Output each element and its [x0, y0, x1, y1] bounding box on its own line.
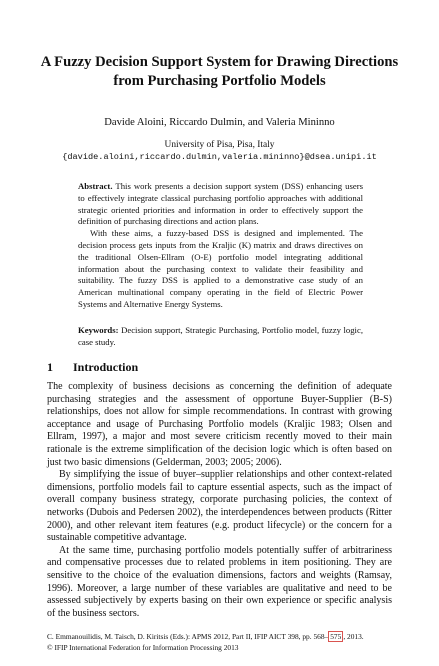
body-paragraph-3: At the same time, purchasing portfolio models potentially suffer of arbitrariness and compensative processes due to related problems in item positioning. They are sensitive to the choice of the evaluation dimensions, factors and weights (Ramsay, 1996). Moreover, a large number of these variables are qualitative and need to be assessed subjectively by experts basing on their own experience or specific analysis of the business sectors. [47, 544, 392, 619]
section-title: Introduction [73, 360, 139, 374]
section-heading [47, 360, 138, 374]
title-line-2: from Purchasing Portfolio Models [113, 73, 326, 89]
abstract-text-1: This work presents a decision support system (DSS) enhancing users to effectively integrate classical purchasing portfolio approaches with additional strategic oriented priorities and information in order to effectively support the definition of purchasing directions and action plans. [78, 181, 364, 227]
footnote-copyright: © IFIP International Federation for Information Processing 2013 [47, 642, 239, 652]
author-emails: {davide.aloini,riccardo.dulmin,valeria.mininno}@dsea.unipi.it [62, 152, 377, 162]
section-number: 1 [47, 360, 53, 374]
footnote-citation [47, 632, 427, 643]
keywords-text: Decision support, Strategic Purchasing, Portfolio model, fuzzy logic, case study. [78, 324, 363, 347]
body-paragraph-1: The complexity of business decisions as concerning the definition of adequate purchasing strategies and the assessment of opportune Buyer-Supplier (B-S) relationships, does not allow for simple recommendations. In contrast with growing acceptance and usage of Purchasing Portfolio models (Kraljic 1983; Olsen and Ellram, 1997), a major and most severe criticism recently moved to their main rationale is the extreme simplification of the decision logic which is often based on just two basic dimensions (Gelderman, 2003; 2005; 2006). [47, 381, 392, 468]
abstract-paragraph-1 [78, 181, 363, 228]
keywords-label: Keywords: [78, 324, 119, 335]
keywords-paragraph [78, 325, 363, 349]
author-list: Davide Aloini, Riccardo Dulmin, and Valeria Mininno [104, 117, 335, 128]
footnote-citation-text: C. Emmanouilidis, M. Taisch, D. Kiritsis (Eds.): APMS 2012, Part II, IFIP AICT 398, pp. 568– [47, 632, 329, 641]
body-paragraph-2: By simplifying the issue of buyer–supplier relationships and other context-related dimensions, portfolio models fail to capture essential aspects, such as the impact of overall company business strategy, corporate purchasing policies, the context of networks (Dubois and Pedersen 2002), the interdependences between products (Ritter 2000), and other relevant item features (e.g. product lifecycle) or the concern for a sustainable competitive advantage. [47, 469, 392, 544]
body-text [47, 381, 392, 620]
paper-title [30, 53, 409, 91]
affiliation: University of Pisa, Pisa, Italy [164, 140, 275, 150]
publication-footnote [47, 632, 427, 653]
page-link-box[interactable]: 575 [330, 632, 342, 641]
title-line-1: A Fuzzy Decision Support System for Drawing Directions [40, 54, 399, 70]
footnote-year: , 2013. [343, 632, 364, 641]
abstract-paragraph-2: With these aims, a fuzzy-based DSS is designed and implemented. The decision process gets inputs from the Kraljic (K) matrix and draws directives on the traditional Olsen-Ellram (O-E) portfolio model integrating additional information about the purchasing context to validate their feasibility and suitability. The fuzzy DSS is applied to a demonstrative case study of an American multinational company operating in the field of Electric Power Systems and Alternative Energy Systems. [78, 228, 363, 309]
abstract-block [78, 181, 363, 348]
abstract-label: Abstract. [78, 181, 113, 191]
